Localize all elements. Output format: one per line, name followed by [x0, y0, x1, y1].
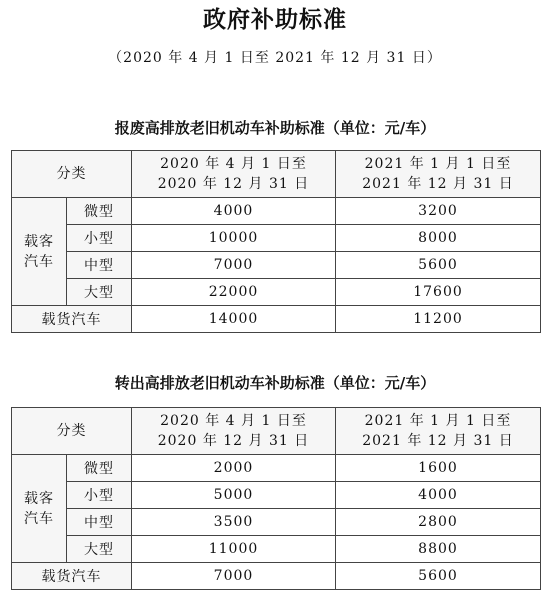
- table-row: [12, 225, 541, 252]
- subsidy-2021: 11200: [336, 306, 541, 333]
- category-header: 分类: [12, 151, 132, 198]
- period-2021-header: [336, 151, 541, 198]
- vehicle-type: 大型: [67, 536, 132, 563]
- scrap-subsidy-table: [11, 150, 541, 333]
- vehicle-type: 微型: [67, 455, 132, 482]
- subsidy-2021: 5600: [336, 563, 541, 590]
- transfer-subsidy-table-title: 转出高排放老旧机动车补助标准（单位：元/车）: [114, 374, 436, 392]
- vehicle-type: 大型: [67, 279, 132, 306]
- table-row: [12, 509, 541, 536]
- table-header-row: [12, 408, 541, 455]
- table-row: [12, 198, 541, 225]
- scrap-subsidy-table-title: 报废高排放老旧机动车补助标准（单位：元/车）: [114, 119, 436, 137]
- passenger-car-label-1: 载客: [24, 490, 54, 507]
- table-row: [12, 536, 541, 563]
- period-2020-header: [132, 151, 336, 198]
- period-2020-start: 2020 年 4 月 1 日至: [160, 413, 307, 429]
- vehicle-type: 中型: [67, 509, 132, 536]
- subsidy-2020: 5000: [132, 482, 336, 509]
- subsidy-2020: 3500: [132, 509, 336, 536]
- subsidy-2020: 4000: [132, 198, 336, 225]
- table-row: [12, 482, 541, 509]
- passenger-car-category: [12, 198, 67, 306]
- truck-category: 载货汽车: [12, 306, 132, 333]
- table-row: [12, 306, 541, 333]
- truck-category: 载货汽车: [12, 563, 132, 590]
- period-2020-end: 2020 年 12 月 31 日: [157, 176, 310, 192]
- table-header-row: [12, 151, 541, 198]
- period-2021-end: 2021 年 12 月 31 日: [362, 176, 514, 192]
- subsidy-2021: 4000: [336, 482, 541, 509]
- passenger-car-label-2: 汽车: [24, 510, 54, 527]
- table-row: [12, 455, 541, 482]
- table-row: [12, 563, 541, 590]
- period-2021-start: 2021 年 1 月 1 日至: [364, 156, 512, 172]
- passenger-car-label-2: 汽车: [24, 253, 54, 270]
- vehicle-type: 微型: [67, 198, 132, 225]
- subsidy-2020: 10000: [132, 225, 336, 252]
- vehicle-type: 小型: [67, 225, 132, 252]
- subsidy-2021: 17600: [336, 279, 541, 306]
- page-title: 政府补助标准: [203, 6, 347, 33]
- subsidy-2020: 7000: [132, 252, 336, 279]
- subsidy-2020: 22000: [132, 279, 336, 306]
- period-2020-start: 2020 年 4 月 1 日至: [160, 156, 307, 172]
- subsidy-2021: 1600: [336, 455, 541, 482]
- period-2020-end: 2020 年 12 月 31 日: [157, 433, 310, 449]
- subsidy-2020: 7000: [132, 563, 336, 590]
- period-2021-start: 2021 年 1 月 1 日至: [364, 413, 512, 429]
- period-2020-header: [132, 408, 336, 455]
- subsidy-2020: 11000: [132, 536, 336, 563]
- table-row: [12, 252, 541, 279]
- transfer-subsidy-table: [11, 407, 541, 590]
- vehicle-type: 中型: [67, 252, 132, 279]
- subsidy-2021: 2800: [336, 509, 541, 536]
- subsidy-2021: 3200: [336, 198, 541, 225]
- vehicle-type: 小型: [67, 482, 132, 509]
- period-2021-header: [336, 408, 541, 455]
- table-row: [12, 279, 541, 306]
- category-header: 分类: [12, 408, 132, 455]
- subsidy-2021: 8000: [336, 225, 541, 252]
- period-2021-end: 2021 年 12 月 31 日: [362, 433, 514, 449]
- subsidy-2020: 2000: [132, 455, 336, 482]
- passenger-car-category: [12, 455, 67, 563]
- subsidy-2021: 5600: [336, 252, 541, 279]
- passenger-car-label-1: 载客: [24, 233, 54, 250]
- date-range-subtitle: （2020 年 4 月 1 日至 2021 年 12 月 31 日）: [108, 50, 442, 66]
- subsidy-2021: 8800: [336, 536, 541, 563]
- subsidy-2020: 14000: [132, 306, 336, 333]
